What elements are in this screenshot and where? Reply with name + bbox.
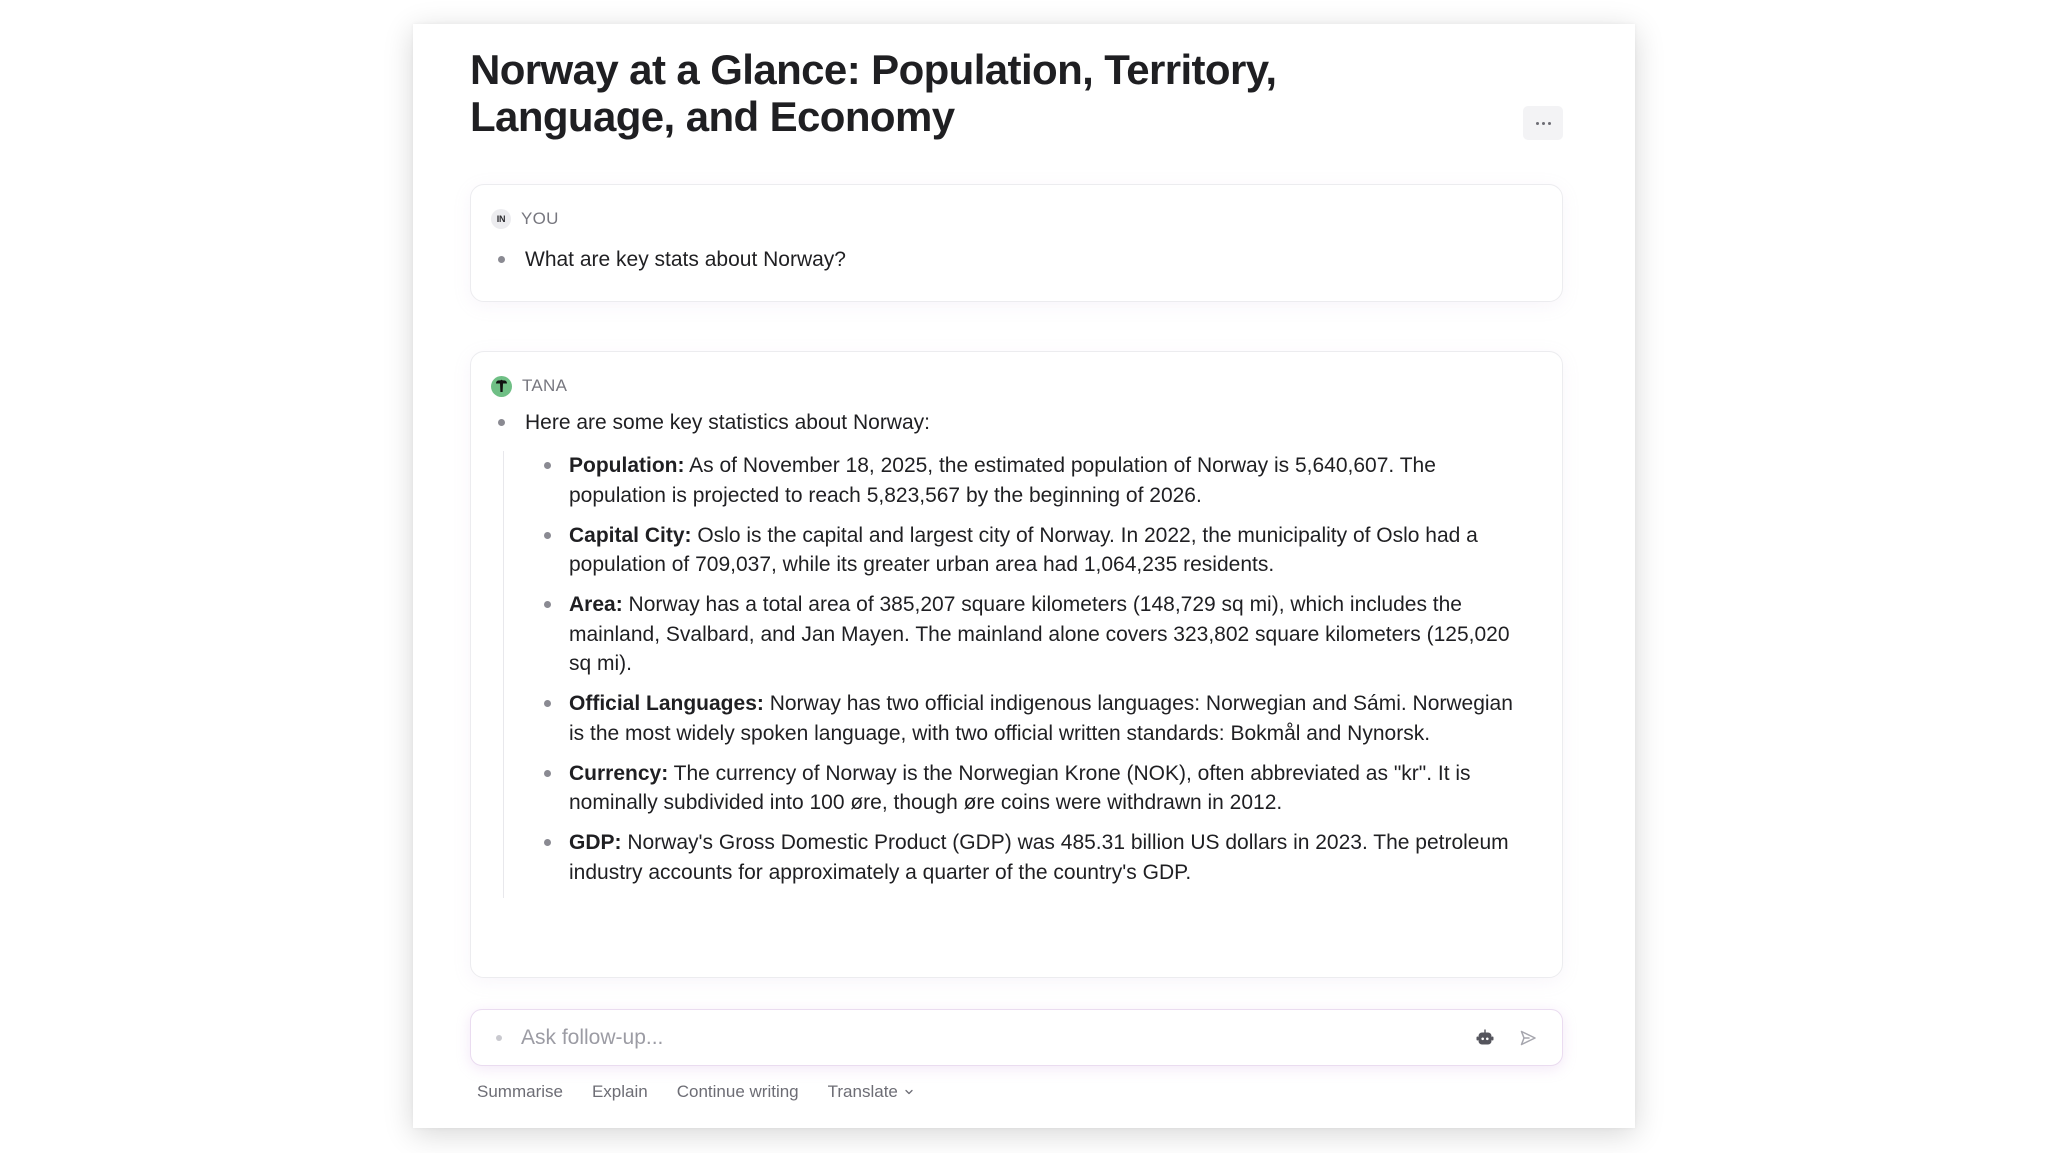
more-horizontal-icon xyxy=(1534,122,1552,125)
stat-label: Official Languages: xyxy=(569,692,764,715)
translate-label: Translate xyxy=(827,1082,898,1101)
stat-text: As of November 18, 2025, the estimated population of Norway is 5,640,607. The population is projected to reach 5,823,567 by the beginning of 2026. xyxy=(569,454,1436,507)
list-item xyxy=(544,689,1543,748)
bullet-icon xyxy=(544,839,551,846)
user-message-text: What are key stats about Norway? xyxy=(525,248,846,271)
list-item xyxy=(544,451,1543,510)
bullet-icon xyxy=(544,601,551,608)
send-button[interactable] xyxy=(1510,1020,1546,1056)
list-item xyxy=(544,828,1543,887)
chat-panel xyxy=(413,24,1635,1128)
assistant-role-label: TANA xyxy=(522,376,568,395)
send-icon xyxy=(1519,1029,1537,1047)
stat-text: Oslo is the capital and largest city of Norway. In 2022, the municipality of Oslo had a population of 709,037, while its greater urban area had 1,064,235 residents. xyxy=(569,523,1478,576)
tana-tree-icon xyxy=(491,376,512,397)
explain-button[interactable]: Explain xyxy=(591,1082,648,1101)
list-item xyxy=(544,521,1543,580)
user-avatar: IN xyxy=(491,209,511,229)
summarise-button[interactable]: Summarise xyxy=(477,1082,563,1101)
quick-actions-bar xyxy=(477,1082,943,1102)
assistant-message-card xyxy=(470,351,1563,978)
translate-dropdown[interactable] xyxy=(828,1082,914,1102)
ai-assistant-button[interactable] xyxy=(1470,1023,1500,1053)
bullet-icon xyxy=(544,462,551,469)
stats-list xyxy=(503,451,1543,898)
bullet-icon xyxy=(498,419,505,426)
user-message-bullet xyxy=(498,245,846,275)
assistant-intro-text: Here are some key statistics about Norway: xyxy=(525,411,930,434)
follow-up-composer xyxy=(470,1009,1563,1066)
continue-writing-button[interactable]: Continue writing xyxy=(676,1082,799,1101)
list-item xyxy=(544,590,1543,679)
bullet-icon xyxy=(498,256,505,263)
user-message-header xyxy=(491,208,559,230)
stat-label: GDP: xyxy=(569,831,622,854)
bullet-icon xyxy=(544,700,551,707)
follow-up-input[interactable] xyxy=(521,1026,1470,1050)
stat-text: Norway has a total area of 385,207 square kilometers (148,729 sq mi), which includes the mainland, Svalbard, and Jan Mayen. The mainland alone covers 323,802 square kilometers (125,020 sq mi). xyxy=(569,593,1510,675)
stat-label: Currency: xyxy=(569,761,669,785)
chevron-down-icon xyxy=(904,1087,914,1097)
bullet-icon xyxy=(496,1035,502,1041)
assistant-intro-bullet xyxy=(498,408,930,438)
page-title: Norway at a Glance: Population, Territory, Language, and Economy xyxy=(470,46,1277,140)
bullet-icon xyxy=(544,532,551,539)
stat-label: Area: xyxy=(569,593,623,616)
list-item xyxy=(544,759,1543,818)
robot-icon xyxy=(1475,1028,1495,1048)
bullet-icon xyxy=(544,770,551,777)
user-role-label: YOU xyxy=(521,209,559,228)
stat-label: Population: xyxy=(569,454,685,477)
user-message-card xyxy=(470,184,1563,302)
stat-text: Norway's Gross Domestic Product (GDP) was 485.31 billion US dollars in 2023. The petroleum industry accounts for approximately a quarter of the country's GDP. xyxy=(569,831,1509,884)
assistant-message-header xyxy=(491,375,567,397)
stat-label: Capital City: xyxy=(569,523,692,547)
stat-text: The currency of Norway is the Norwegian Krone (NOK), often abbreviated as "kr". It is nominally subdivided into 100 øre, though øre coins were withdrawn in 2012. xyxy=(569,761,1471,814)
stat-text: Norway has two official indigenous languages: Norwegian and Sámi. Norwegian is the most widely spoken language, with two official written standards: Bokmål and Nynorsk. xyxy=(569,692,1513,745)
more-options-button[interactable] xyxy=(1523,106,1563,140)
